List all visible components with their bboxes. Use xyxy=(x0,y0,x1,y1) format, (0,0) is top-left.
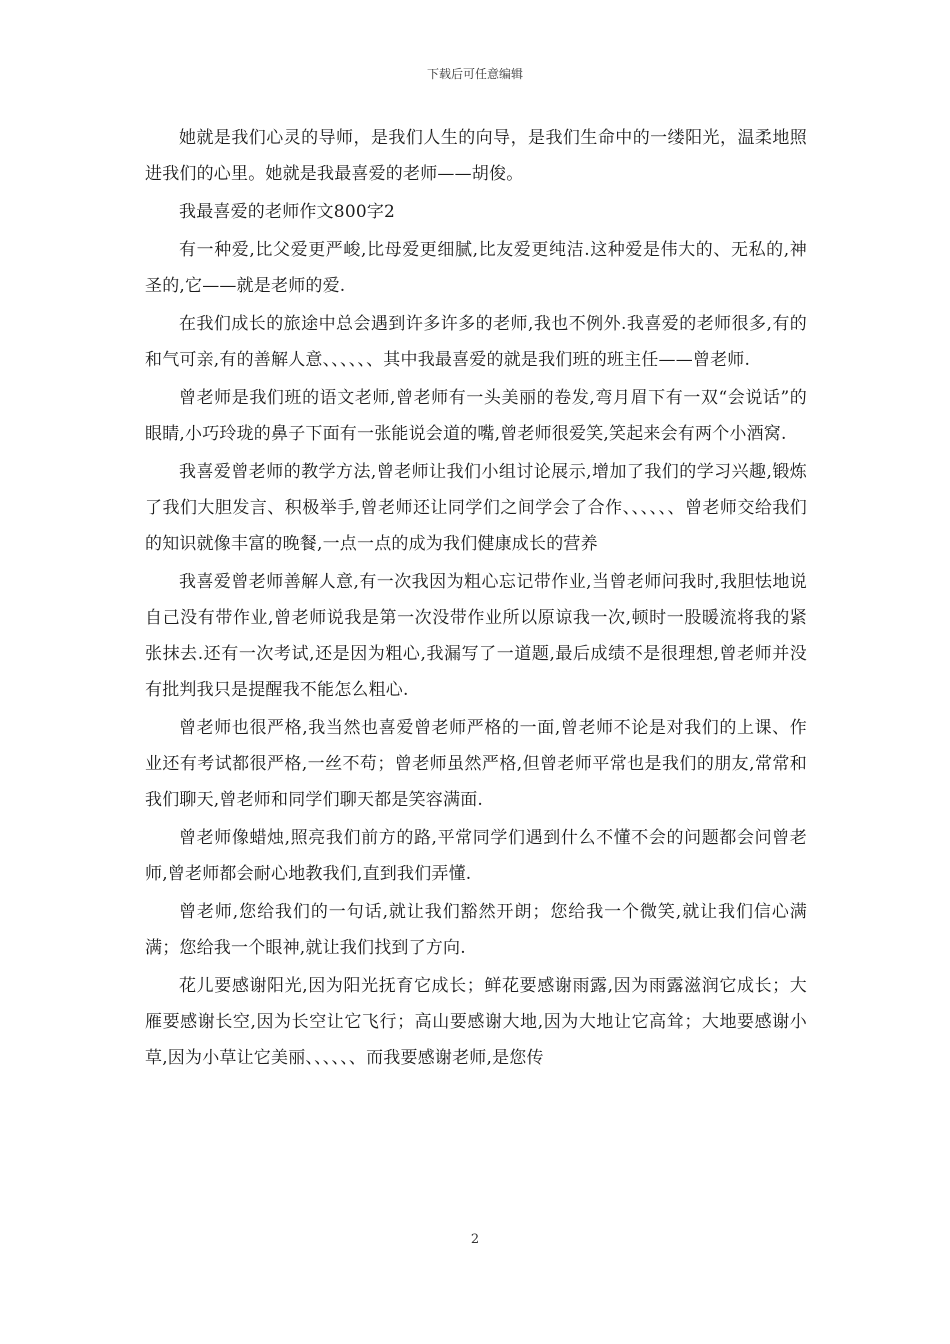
document-body xyxy=(145,120,807,1078)
page-number: 2 xyxy=(470,1232,480,1247)
essay-title: 我最喜爱的老师作文800字2 xyxy=(179,202,396,222)
paragraph-intro-closing: 她就是我们心灵的导师，是我们人生的向导，是我们生命中的一缕阳光，温柔地照进我们的心里。她就是我最喜爱的老师——胡俊。 xyxy=(145,128,807,184)
paragraph-many-teachers: 在我们成长的旅途中总会遇到许多许多的老师,我也不例外.我喜爱的老师很多,有的和气可亲,有的善解人意、、、、、、其中我最喜爱的就是我们班的班主任——曾老师. xyxy=(145,314,807,370)
page-header: 下载后可任意编辑 xyxy=(426,67,523,81)
paragraph-love-definition: 有一种爱,比父爱更严峻,比母爱更细腻,比友爱更纯洁.这种爱是伟大的、无私的,神圣的,它——就是老师的爱. xyxy=(145,240,807,296)
paragraph-teaching-method: 我喜爱曾老师的教学方法,曾老师让我们小组讨论展示,增加了我们的学习兴趣,锻炼了我们大胆发言、积极举手,曾老师还让同学们之间学会了合作、、、、、、曾老师交给我们的知识就像丰富的晚餐,一点一点的成为我们健康成长的营养 xyxy=(145,462,807,554)
paragraph-gratitude-words: 曾老师,您给我们的一句话,就让我们豁然开朗；您给我一个微笑,就让我们信心满满；您给我一个眼神,就让我们找到了方向. xyxy=(145,902,807,958)
paragraph-strict: 曾老师也很严格,我当然也喜爱曾老师严格的一面,曾老师不论是对我们的上课、作业还有考试都很严格,一丝不苟；曾老师虽然严格,但曾老师平常也是我们的朋友,常常和我们聊天,曾老师和同学们聊天都是笑容满面. xyxy=(145,718,807,810)
paragraph-understanding: 我喜爱曾老师善解人意,有一次我因为粗心忘记带作业,当曾老师问我时,我胆怯地说自己没有带作业,曾老师说我是第一次没带作业所以原谅我一次,顿时一股暖流将我的紧张抹去.还有一次考试,还是因为粗心,我漏写了一道题,最后成绩不是很理想,曾老师并没有批判我只是提醒我不能怎么粗心. xyxy=(145,572,807,700)
paragraph-candle: 曾老师像蜡烛,照亮我们前方的路,平常同学们遇到什么不懂不会的问题都会问曾老师,曾老师都会耐心地教我们,直到我们弄懂. xyxy=(145,828,807,884)
paragraph-teacher-appearance: 曾老师是我们班的语文老师,曾老师有一头美丽的卷发,弯月眉下有一双“会说话”的眼睛,小巧玲珑的鼻子下面有一张能说会道的嘴,曾老师很爱笑,笑起来会有两个小酒窝. xyxy=(145,388,807,444)
paragraph-thanks: 花儿要感谢阳光,因为阳光抚育它成长；鲜花要感谢雨露,因为雨露滋润它成长；大雁要感谢长空,因为长空让它飞行；高山要感谢大地,因为大地让它高耸；大地要感谢小草,因为小草让它美丽、、、、、、而我要感谢老师,是您传 xyxy=(145,976,807,1068)
